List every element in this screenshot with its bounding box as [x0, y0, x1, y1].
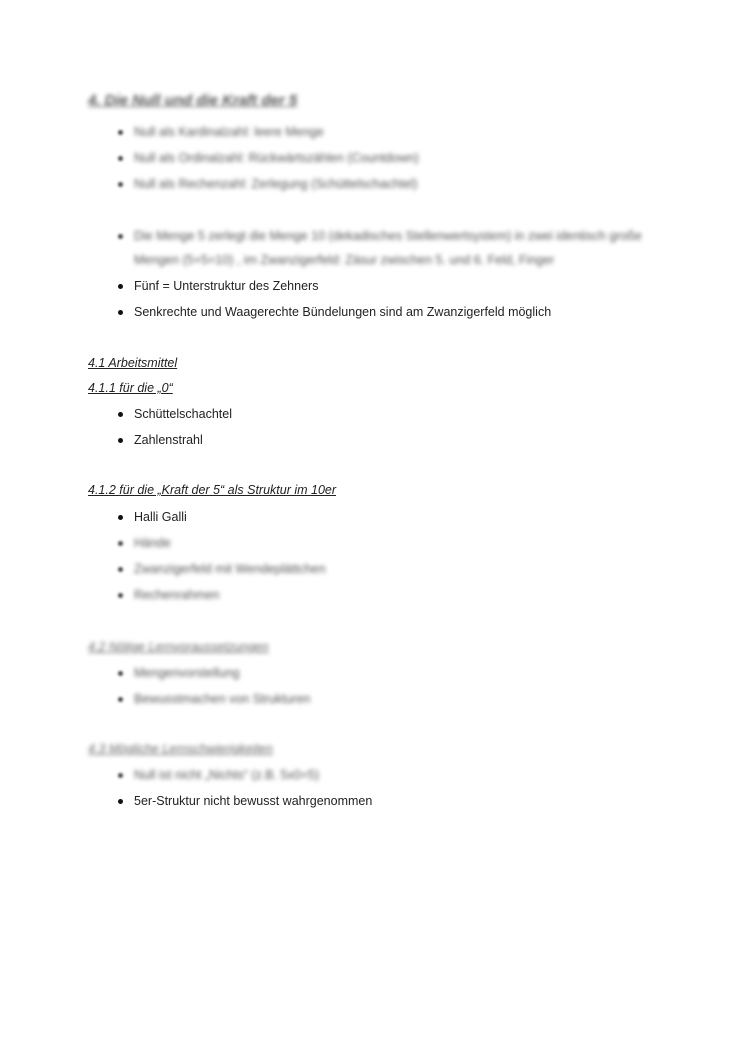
bullet-icon: [118, 671, 123, 676]
bullet-icon: [118, 182, 123, 187]
bullet-icon: [118, 234, 123, 239]
subheading-4-2: 4.2 Nötige Lernvoraussetzungen: [88, 640, 269, 654]
document-page: 4. Die Null und die Kraft der 5 Null als Kardinalzahl: leere Menge Null als Ordinalzahl: Rückwärtszählen (Countdown) Null als Rechenzahl: Zerlegung (Schüttelschachtel) Die Menge 5 zerlegt die Menge 10 (dekadisches Stellenwertsystem) in zwei identisch große Mengen (5+5=10) , im Zwanzigerfeld: Zäsur zwischen 5. und 6. Feld, Finger Fünf = Unterstruktur des Zehners Senkrechte und Waagerechte Bündelungen sind am Zwanzigerfeld möglich 4.1 Arbeitsmittel 4.1.1 für die „0“ Schüttelschachtel Zahlenstrahl 4.1.2 für die „Kraft der 5“ als Struktur im 10er Halli Galli Hände Zwanzigerfeld mit Wendeplättchen Rechenrahmen 4.2 Nötige Lernvoraussetzungen Mengenvorstellung Bewusstmachen von Strukturen 4.3 Mögliche Lernschwierigkeiten Null ist nicht „Nichts“ (z.B. 5x0=5) 5er-Struktur nicht bewusst wahrgenommen: [88, 92, 642, 808]
subheading-4-1: 4.1 Arbeitsmittel: [88, 356, 178, 370]
bullet-icon: [118, 284, 123, 289]
section-heading: 4. Die Null und die Kraft der 5: [88, 92, 298, 109]
bullet-icon: [118, 515, 123, 520]
bullet-icon: [118, 593, 123, 598]
subheading-4-1-2: 4.1.2 für die „Kraft der 5“ als Struktur im 10er: [88, 483, 337, 497]
bullet-icon: [118, 541, 123, 546]
bullet-icon: [118, 310, 123, 315]
bullet-icon: [118, 438, 123, 443]
bullet-icon: [118, 697, 123, 702]
bullet-icon: [118, 773, 123, 778]
subheading-4-3: 4.3 Mögliche Lernschwierigkeiten: [88, 742, 273, 756]
bullet-icon: [118, 799, 123, 804]
bullet-icon: [118, 130, 123, 135]
bullet-icon: [118, 156, 123, 161]
bullet-icon: [118, 412, 123, 417]
bullet-icon: [118, 567, 123, 572]
subheading-4-1-1: 4.1.1 für die „0“: [88, 381, 173, 395]
